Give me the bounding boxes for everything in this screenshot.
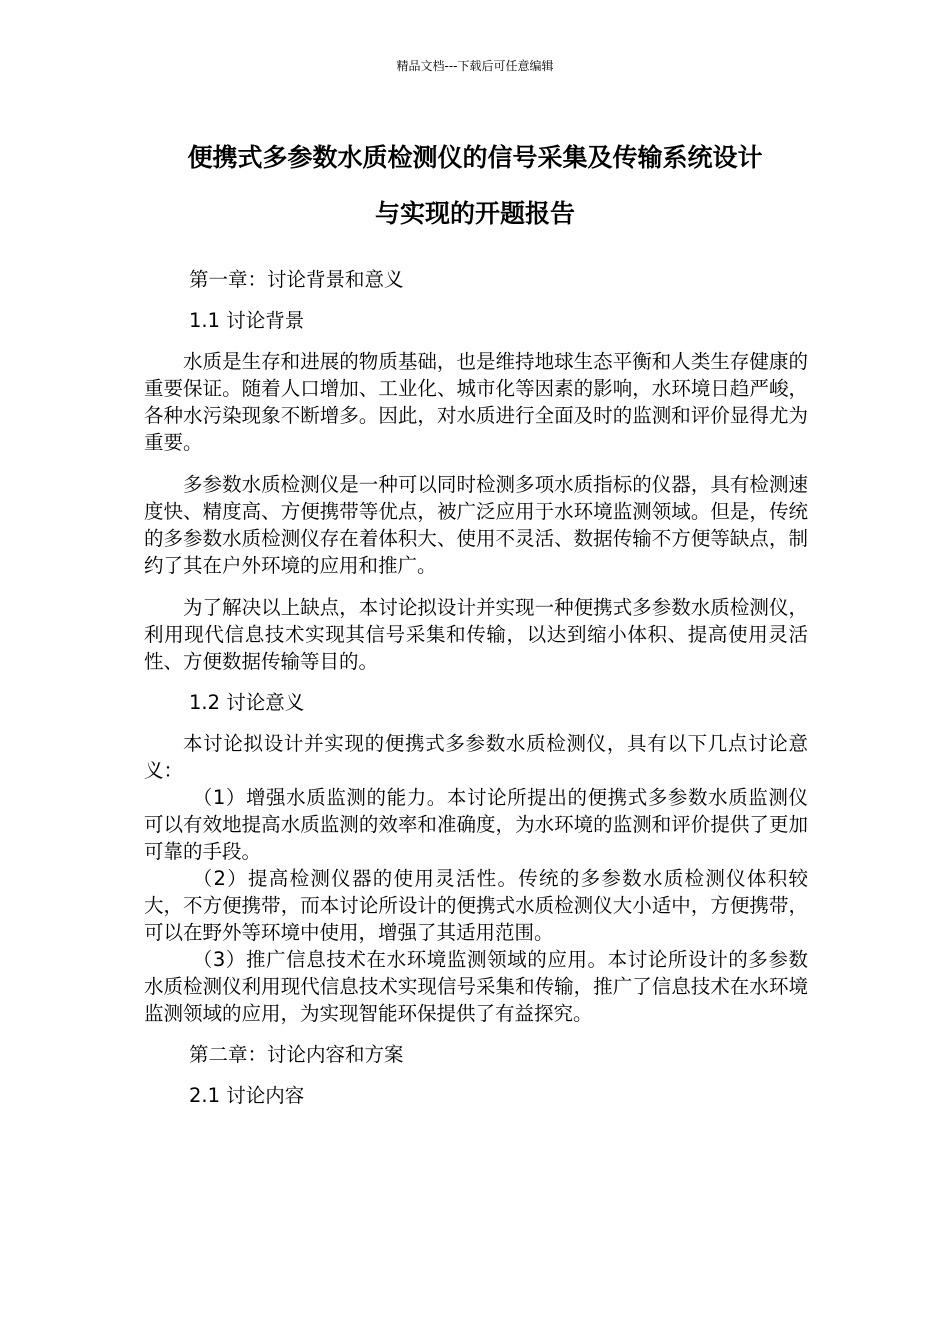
section-1-2-item-3: （3）推广信息技术在水环境监测领域的应用。本讨论所设计的多参数水质检测仪利用现代信息技术实现信号采集和传输，推广了信息技术在水环境监测领域的应用，为实现智能环保提供了有益探究。 [144,948,808,1025]
chapter-2-heading: 第二章：讨论内容和方案 [189,1043,404,1066]
section-1-1-heading: 1.1 讨论背景 [189,309,305,332]
section-1-2-item-2: （2）提高检测仪器的使用灵活性。传统的多参数水质检测仪体积较大，不方便携带，而本讨论所设计的便携式水质检测仪大小适中，方便携带，可以在野外等环境中使用，增强了其适用范围。 [144,867,808,944]
section-1-2-paragraph-1: 本讨论拟设计并实现的便携式多参数水质检测仪，具有以下几点讨论意义： [144,732,808,782]
section-1-1-paragraph-1: 水质是生存和进展的物质基础，也是维持地球生态平衡和人类生存健康的重要保证。随着人口增加、工业化、城市化等因素的影响，水环境日趋严峻，各种水污染现象不断增多。因此，对水质进行全面及时的监测和评价显得尤为重要。 [144,350,808,454]
document-body [144,266,808,1109]
section-1-1-paragraph-3: 为了解决以上缺点，本讨论拟设计并实现一种便携式多参数水质检测仪，利用现代信息技术实现其信号采集和传输，以达到缩小体积、提高使用灵活性、方便数据传输等目的。 [144,596,808,673]
header-note: 精品文档---下载后可任意编辑 [396,59,554,73]
title-line-2: 与实现的开题报告 [374,199,575,228]
chapter-1-heading: 第一章：讨论背景和意义 [189,268,404,291]
section-1-2-item-1: （1）增强水质监测的能力。本讨论所提出的便携式多参数水质监测仪可以有效地提高水质监测的效率和准确度，为水环境的监测和评价提供了更加可靠的手段。 [144,786,808,863]
document-title [120,130,830,242]
section-1-2-heading: 1.2 讨论意义 [189,691,305,714]
title-line-1: 便携式多参数水质检测仪的信号采集及传输系统设计 [187,143,763,172]
section-2-1-heading: 2.1 讨论内容 [189,1084,305,1107]
section-1-1-paragraph-2: 多参数水质检测仪是一种可以同时检测多项水质指标的仪器，具有检测速度快、精度高、方便携带等优点，被广泛应用于水环境监测领域。但是，传统的多参数水质检测仪存在着体积大、使用不灵活、数据传输不方便等缺点，制约了其在户外环境的应用和推广。 [144,473,808,577]
